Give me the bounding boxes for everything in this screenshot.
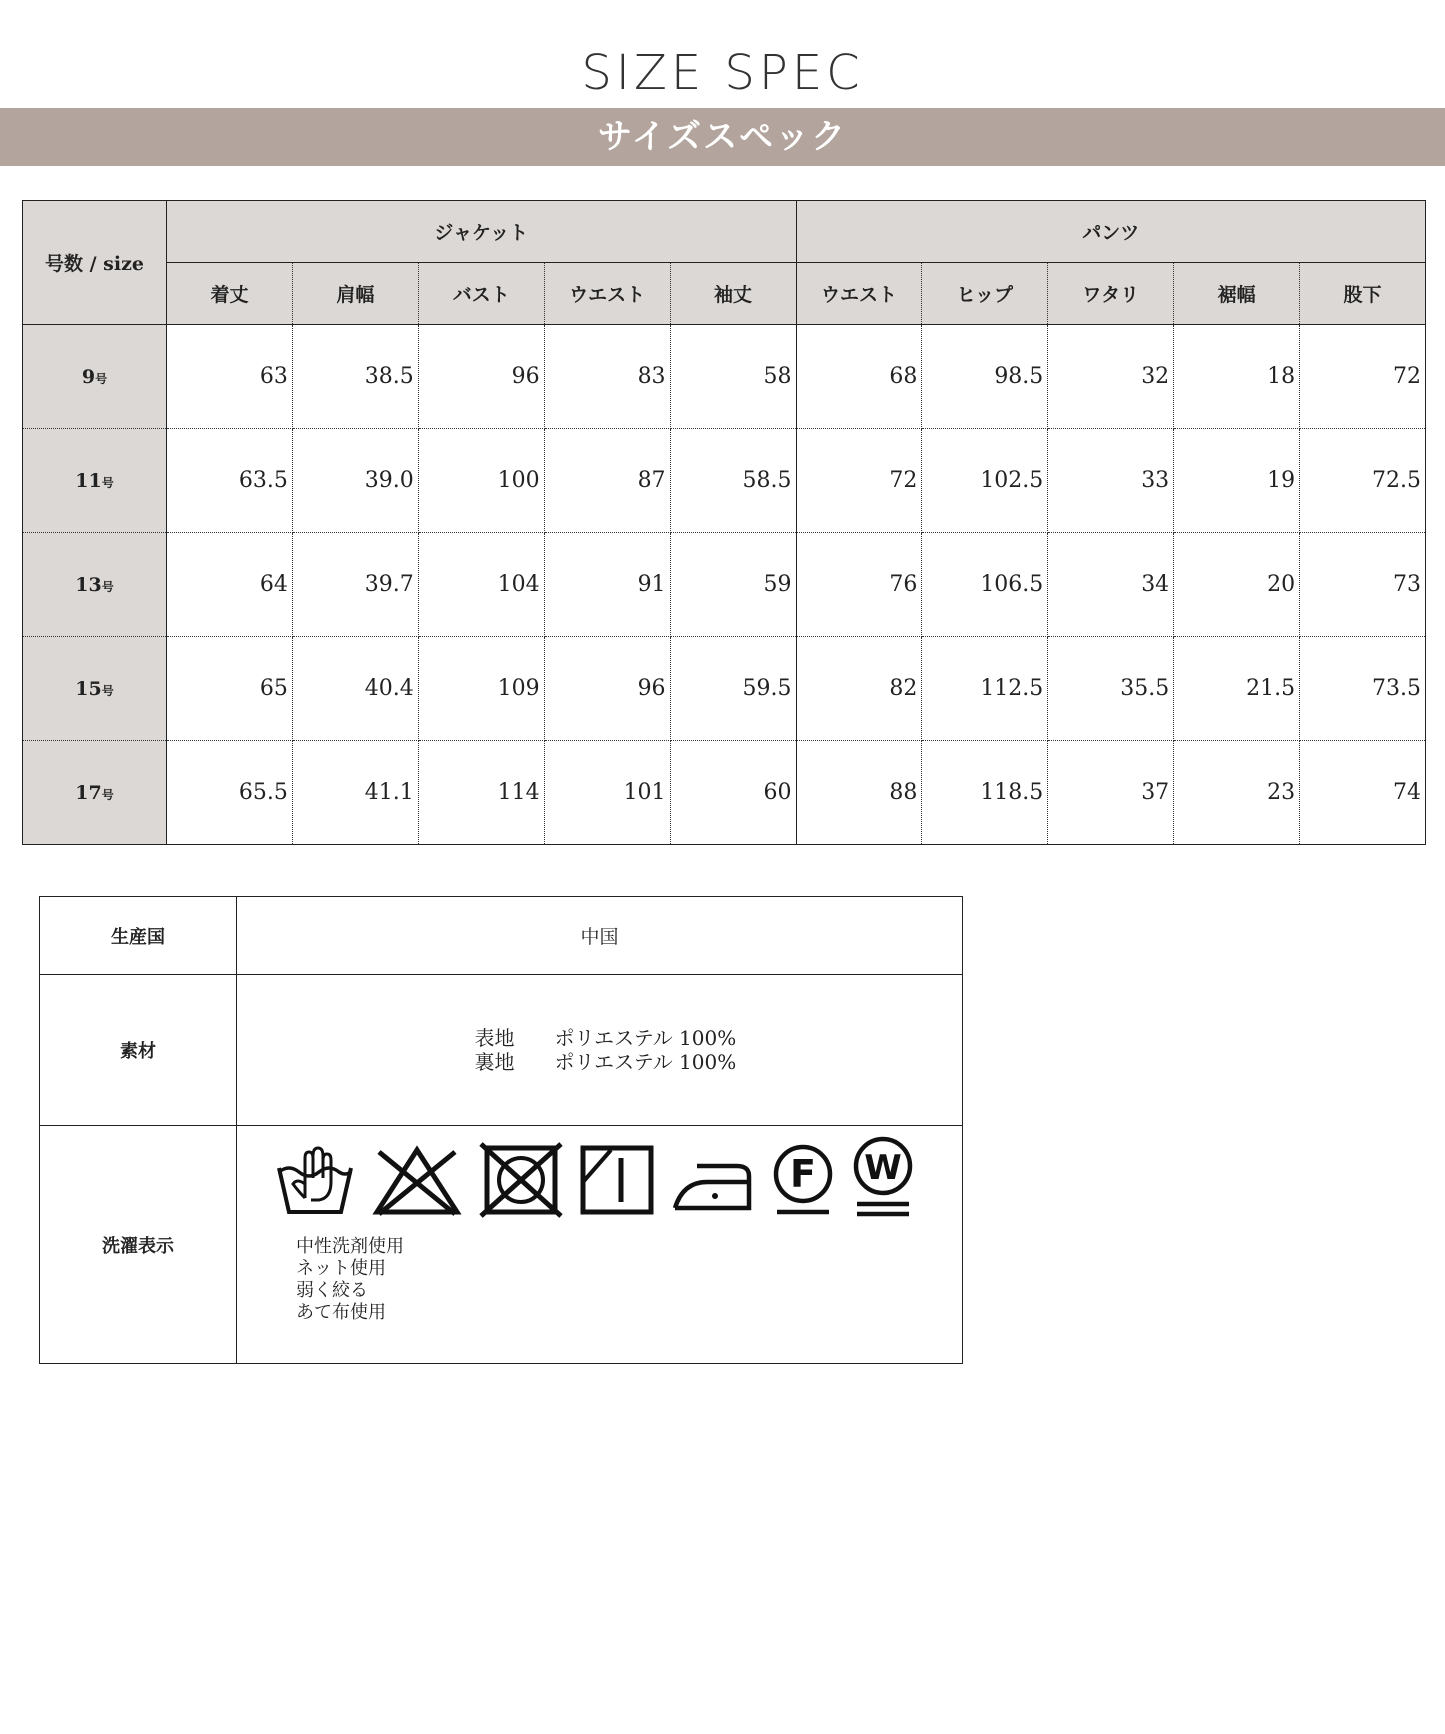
size-label bbox=[23, 741, 167, 845]
material-row bbox=[475, 1050, 745, 1074]
size-unit: 号 bbox=[101, 787, 114, 802]
low-iron-icon bbox=[671, 1142, 755, 1218]
measurement-cell: 59.5 bbox=[670, 637, 796, 741]
measurement-cell: 35.5 bbox=[1048, 637, 1174, 741]
care-note: 弱く絞る bbox=[296, 1280, 368, 1301]
measurement-cell: 65.5 bbox=[167, 741, 293, 845]
measurement-cell: 68 bbox=[796, 325, 922, 429]
column-header: 袖丈 bbox=[670, 263, 796, 325]
measurement-cell: 59 bbox=[670, 533, 796, 637]
measurement-cell: 72 bbox=[796, 429, 922, 533]
material-cell bbox=[237, 975, 963, 1126]
section-banner: サイズスペック bbox=[0, 108, 1445, 166]
group-header-jacket: ジャケット bbox=[167, 201, 797, 263]
measurement-cell: 39.7 bbox=[292, 533, 418, 637]
measurement-cell: 83 bbox=[544, 325, 670, 429]
size-row bbox=[23, 325, 1426, 429]
material-part: 裏地 bbox=[474, 1050, 515, 1074]
size-row bbox=[23, 429, 1426, 533]
group-header-pants: パンツ bbox=[796, 201, 1426, 263]
care-note: 中性洗剤使用 bbox=[296, 1236, 404, 1257]
product-info-table bbox=[39, 896, 963, 1364]
dry-clean-f-icon bbox=[771, 1142, 835, 1218]
line-dry-icon bbox=[579, 1142, 655, 1218]
column-header: ウエスト bbox=[796, 263, 922, 325]
size-unit: 号 bbox=[101, 475, 114, 490]
size-unit: 号 bbox=[95, 371, 108, 386]
svg-text:W: W bbox=[864, 1148, 902, 1188]
care-notes bbox=[237, 1236, 962, 1324]
measurement-cell: 23 bbox=[1174, 741, 1300, 845]
measurement-cell: 63 bbox=[167, 325, 293, 429]
measurement-cell: 18 bbox=[1174, 325, 1300, 429]
measurement-cell: 101 bbox=[544, 741, 670, 845]
size-row bbox=[23, 533, 1426, 637]
measurement-cell: 74 bbox=[1393, 780, 1422, 805]
page-title: SIZE SPEC bbox=[581, 45, 864, 101]
size-label bbox=[23, 325, 167, 429]
measurement-cell: 98.5 bbox=[922, 325, 1048, 429]
care-note: ネット使用 bbox=[296, 1258, 386, 1279]
size-number: 13 bbox=[75, 573, 102, 596]
measurement-cell: 88 bbox=[796, 741, 922, 845]
measurement-cell: 73.5 bbox=[1300, 637, 1426, 741]
material-value: ポリエステル 100% bbox=[554, 1050, 737, 1074]
measurement-cell: 72 bbox=[1300, 325, 1426, 429]
measurement-cell: 63.5 bbox=[167, 429, 293, 533]
column-header: 肩幅 bbox=[292, 263, 418, 325]
measurement-cell: 34 bbox=[1048, 533, 1174, 637]
svg-text:F: F bbox=[790, 1152, 816, 1196]
measurement-cell: 96 bbox=[418, 325, 544, 429]
measurement-cell: 33 bbox=[1048, 429, 1174, 533]
measurement-cell: 37 bbox=[1048, 741, 1174, 845]
size-header: 号数 / size bbox=[23, 201, 167, 325]
measurement-cell: 100 bbox=[418, 429, 544, 533]
column-header: ウエスト bbox=[544, 263, 670, 325]
measurement-cell: 106.5 bbox=[922, 533, 1048, 637]
measurement-cell: 102.5 bbox=[922, 429, 1048, 533]
measurement-cell: 41.1 bbox=[292, 741, 418, 845]
origin-label: 生産国 bbox=[40, 897, 237, 975]
column-header: 着丈 bbox=[167, 263, 293, 325]
measurement-cell: 114 bbox=[418, 741, 544, 845]
material-part: 表地 bbox=[474, 1026, 515, 1050]
care-note: あて布使用 bbox=[296, 1302, 386, 1323]
size-number: 15 bbox=[75, 677, 102, 700]
size-label bbox=[23, 429, 167, 533]
measurement-cell: 64 bbox=[167, 533, 293, 637]
size-unit: 号 bbox=[101, 579, 114, 594]
size-unit: 号 bbox=[101, 683, 114, 698]
no-bleach-icon bbox=[371, 1142, 463, 1218]
column-header: バスト bbox=[418, 263, 544, 325]
measurement-cell: 38.5 bbox=[292, 325, 418, 429]
measurement-cell: 96 bbox=[544, 637, 670, 741]
measurement-cell: 73 bbox=[1300, 533, 1426, 637]
measurement-cell: 21.5 bbox=[1174, 637, 1300, 741]
measurement-cell: 104 bbox=[418, 533, 544, 637]
material-list bbox=[475, 1026, 745, 1074]
size-number: 11 bbox=[75, 469, 102, 492]
care-label: 洗濯表示 bbox=[40, 1126, 237, 1364]
measurement-cell: 39.0 bbox=[292, 429, 418, 533]
measurement-cell: 40.4 bbox=[292, 637, 418, 741]
measurement-cell: 87 bbox=[544, 429, 670, 533]
measurement-cell: 82 bbox=[796, 637, 922, 741]
care-icon-row bbox=[237, 1134, 962, 1218]
wet-clean-w-icon bbox=[851, 1134, 915, 1218]
measurement-cell: 109 bbox=[418, 637, 544, 741]
size-row bbox=[23, 741, 1426, 845]
column-header: 股下 bbox=[1300, 263, 1426, 325]
material-row bbox=[475, 1026, 745, 1050]
column-header: 裾幅 bbox=[1174, 263, 1300, 325]
origin-value: 中国 bbox=[237, 897, 963, 975]
measurement-cell: 76 bbox=[796, 533, 922, 637]
column-header: ヒップ bbox=[922, 263, 1048, 325]
measurement-cell: 91 bbox=[544, 533, 670, 637]
material-value: ポリエステル 100% bbox=[554, 1026, 737, 1050]
size-label bbox=[23, 637, 167, 741]
size-spec-table bbox=[22, 200, 1426, 845]
size-number: 9 bbox=[81, 365, 96, 388]
no-tumble-dry-icon bbox=[479, 1142, 563, 1218]
measurement-cell: 65 bbox=[167, 637, 293, 741]
measurement-cell: 58.5 bbox=[670, 429, 796, 533]
material-label: 素材 bbox=[40, 975, 237, 1126]
measurement-cell: 58 bbox=[670, 325, 796, 429]
measurement-cell: 112.5 bbox=[922, 637, 1048, 741]
size-label bbox=[23, 533, 167, 637]
care-cell bbox=[237, 1126, 963, 1364]
size-number: 17 bbox=[75, 781, 102, 804]
size-row bbox=[23, 637, 1426, 741]
column-header: ワタリ bbox=[1048, 263, 1174, 325]
measurement-cell: 118.5 bbox=[922, 741, 1048, 845]
measurement-cell: 32 bbox=[1048, 325, 1174, 429]
measurement-cell: 60 bbox=[670, 741, 796, 845]
measurement-cell: 20 bbox=[1174, 533, 1300, 637]
measurement-cell: 19 bbox=[1174, 429, 1300, 533]
measurement-cell: 72.5 bbox=[1300, 429, 1426, 533]
hand-wash-icon bbox=[275, 1142, 355, 1218]
